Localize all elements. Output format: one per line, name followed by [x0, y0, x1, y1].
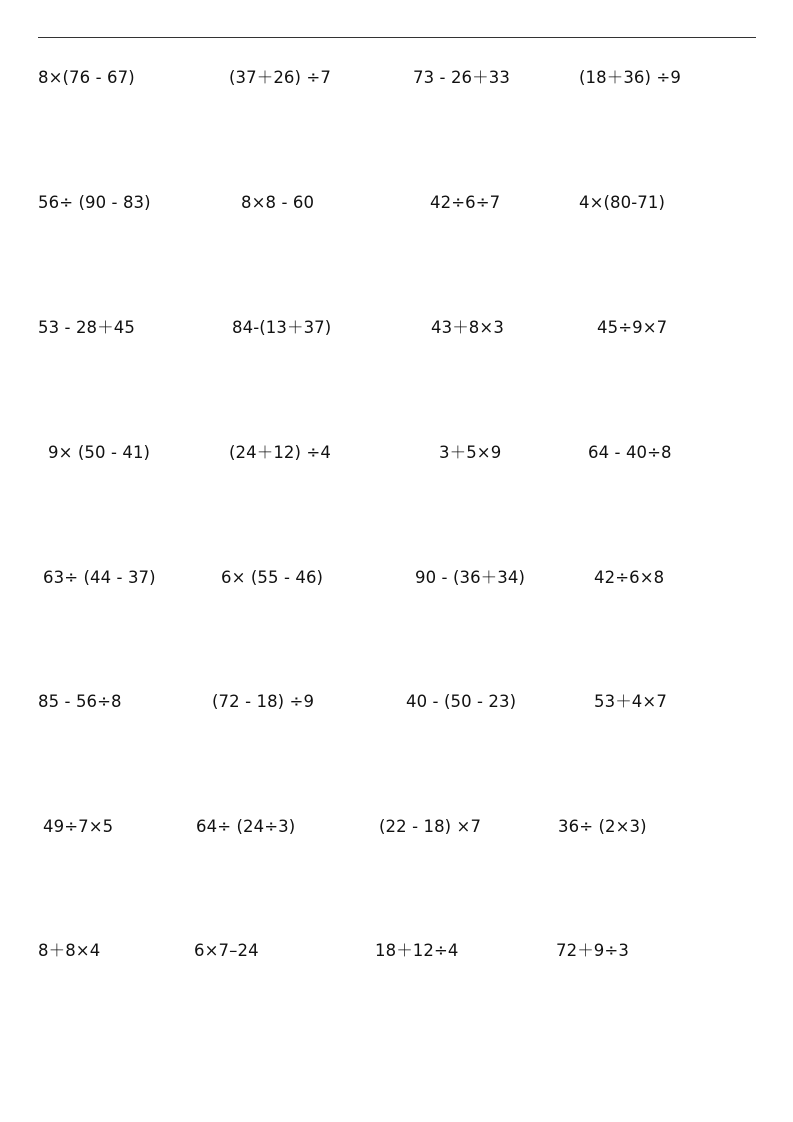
- problem-r1-c4: (18＋36) ÷9: [579, 68, 681, 87]
- problem-r7-c1: 49÷7×5: [43, 817, 114, 836]
- problem-r2-c1: 56÷ (90 - 83): [38, 193, 151, 212]
- problem-r6-c3: 40 - (50 - 23): [406, 692, 517, 711]
- problem-r8-c4: 72＋9÷3: [556, 941, 629, 960]
- top-rule: [38, 37, 756, 38]
- problem-r4-c3: 3＋5×9: [439, 443, 502, 462]
- problem-r4-c2: (24＋12) ÷4: [229, 443, 331, 462]
- problem-r1-c1: 8×(76 - 67): [38, 68, 135, 87]
- problem-r4-c4: 64 - 40÷8: [588, 443, 672, 462]
- problem-r7-c4: 36÷ (2×3): [558, 817, 647, 836]
- problem-r5-c1: 63÷ (44 - 37): [43, 568, 156, 587]
- problem-r5-c3: 90 - (36＋34): [415, 568, 526, 587]
- problem-r1-c3: 73 - 26＋33: [413, 68, 510, 87]
- problem-r7-c2: 64÷ (24÷3): [196, 817, 296, 836]
- problem-r8-c3: 18＋12÷4: [375, 941, 459, 960]
- problem-r3-c4: 45÷9×7: [597, 318, 668, 337]
- problem-r7-c3: (22 - 18) ×7: [379, 817, 482, 836]
- problem-r6-c1: 85 - 56÷8: [38, 692, 122, 711]
- problem-r8-c1: 8＋8×4: [38, 941, 101, 960]
- problem-r2-c4: 4×(80-71): [579, 193, 666, 212]
- problem-r1-c2: (37＋26) ÷7: [229, 68, 331, 87]
- problem-r3-c2: 84-(13＋37): [232, 318, 332, 337]
- problem-r6-c4: 53＋4×7: [594, 692, 667, 711]
- problem-r4-c1: 9× (50 - 41): [48, 443, 151, 462]
- problem-r2-c3: 42÷6÷7: [430, 193, 501, 212]
- problem-r8-c2: 6×7–24: [194, 941, 259, 960]
- problem-r6-c2: (72 - 18) ÷9: [212, 692, 315, 711]
- problem-r3-c3: 43＋8×3: [431, 318, 504, 337]
- problem-r5-c2: 6× (55 - 46): [221, 568, 324, 587]
- problem-r3-c1: 53 - 28＋45: [38, 318, 135, 337]
- problem-r2-c2: 8×8 - 60: [241, 193, 315, 212]
- problem-r5-c4: 42÷6×8: [594, 568, 665, 587]
